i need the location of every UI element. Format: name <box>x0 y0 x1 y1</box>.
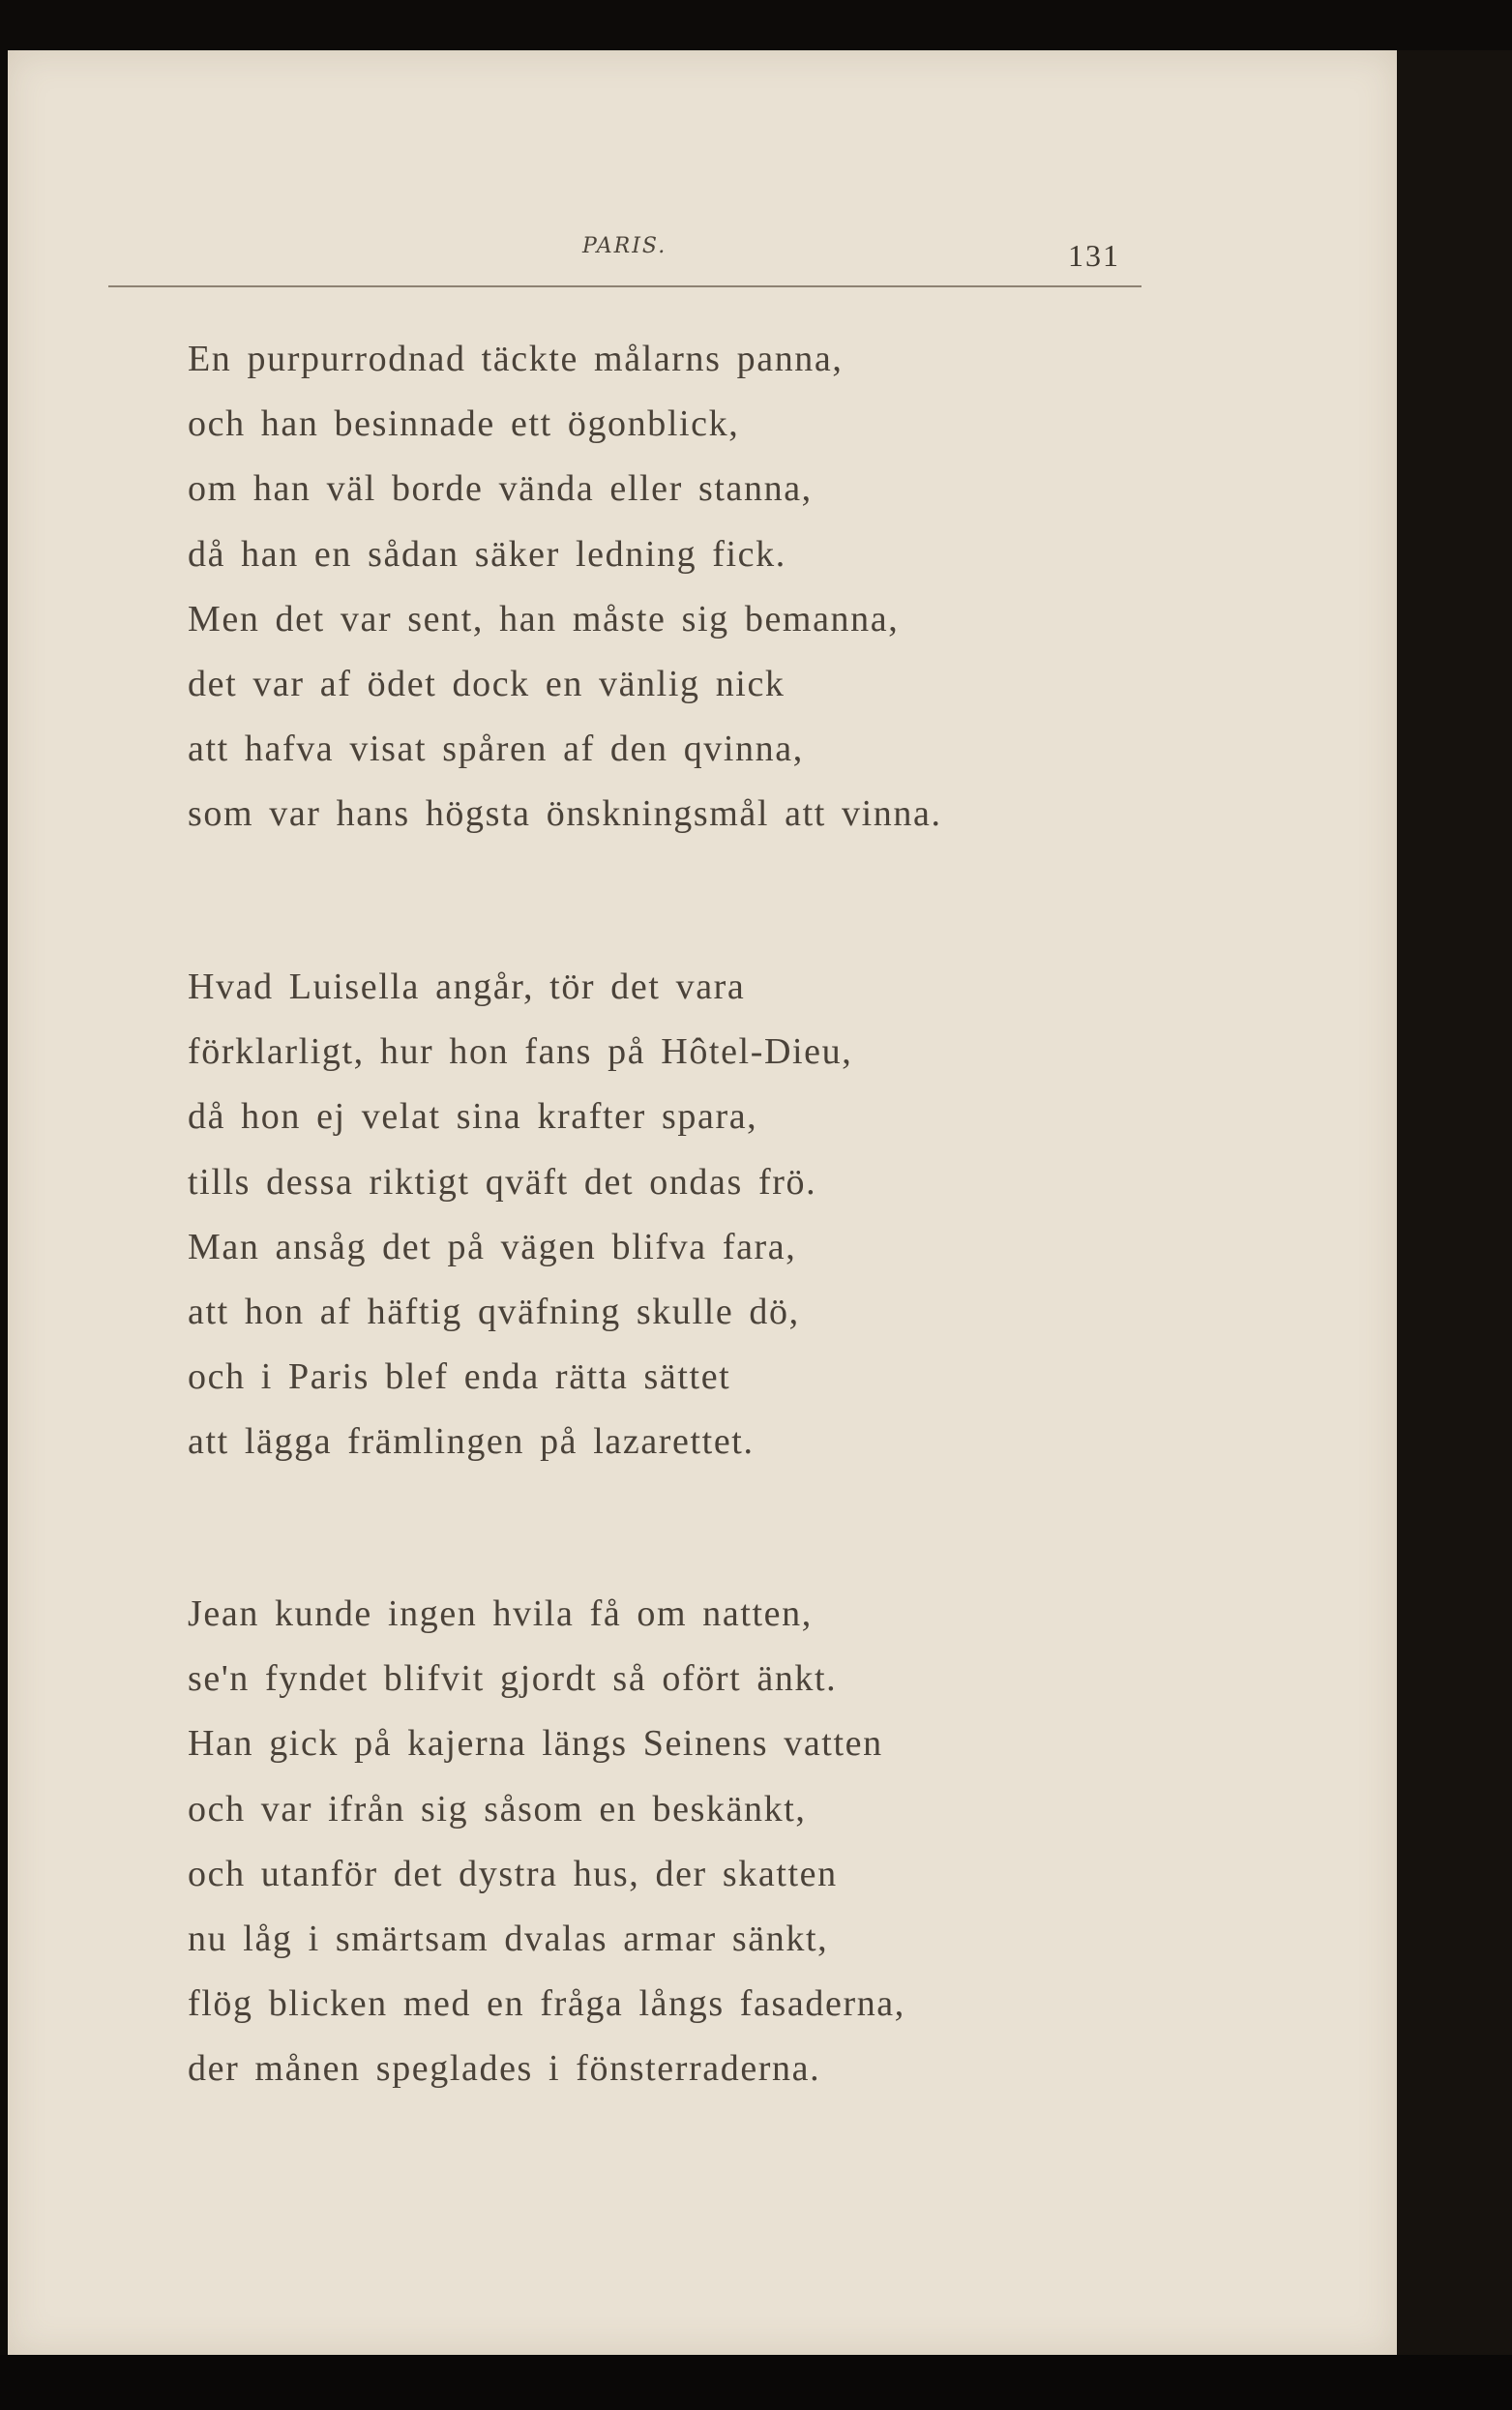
verse-line: och var ifrån sig såsom en beskänkt, <box>188 1788 807 1830</box>
verse-line: Hvad Luisella angår, tör det vara <box>188 967 746 1007</box>
verse-line: der månen speglades i fönsterraderna. <box>188 2048 821 2090</box>
verse-line: Man ansåg det på vägen blifva fara, <box>188 1226 797 1267</box>
verse-line: Han gick på kajerna längs Seinens vatten <box>188 1723 883 1765</box>
verse-line: och han besinnade ett ögonblick, <box>188 403 740 445</box>
verse-line: En purpurrodnad täckte målarns panna, <box>188 339 844 379</box>
verse-line: flög blicken med en fråga långs fasaderna, <box>188 1983 905 2025</box>
stanza-1 <box>188 336 1058 856</box>
verse-line: och utanför det dystra hus, der skatten <box>188 1853 838 1894</box>
verse-line: att hafva visat spåren af den qvinna, <box>188 729 804 770</box>
verse-line: att hon af häftig qväfning skulle dö, <box>188 1291 800 1332</box>
verse-line: Men det var sent, han måste sig bemanna, <box>188 598 900 640</box>
verse-line: då hon ej velat sina krafter spara, <box>188 1096 758 1138</box>
verse-line: det var af ödet dock en vänlig nick <box>188 663 786 704</box>
page-number: 131 <box>1068 238 1120 273</box>
verse-line: Jean kunde ingen hvila få om natten, <box>188 1593 813 1634</box>
verse-line: se'n fyndet blifvit gjordt så ofört änkt. <box>188 1658 838 1700</box>
verse-line: som var hans högsta önskningsmål att vinna. <box>188 793 942 835</box>
verse-line: om han väl borde vända eller stanna, <box>188 468 813 510</box>
page-edge-shadow <box>1397 50 1512 2355</box>
header-rule <box>108 285 1141 287</box>
verse-line: tills dessa riktigt qväft det ondas frö. <box>188 1161 817 1203</box>
verse-line: att lägga främlingen på lazarettet. <box>188 1421 755 1463</box>
running-head: PARIS. <box>582 234 667 258</box>
verse-line: nu låg i smärtsam dvalas armar sänkt, <box>188 1918 829 1959</box>
verse-line: och i Paris blef enda rätta sättet <box>188 1356 731 1398</box>
verse-line: förklarligt, hur hon fans på Hôtel-Dieu, <box>188 1031 853 1073</box>
stanza-2 <box>188 964 1058 1484</box>
verse-line: då han en sådan säker ledning fick. <box>188 533 786 575</box>
stanza-3 <box>188 1591 1058 2111</box>
scanner-border <box>0 2355 1512 2410</box>
